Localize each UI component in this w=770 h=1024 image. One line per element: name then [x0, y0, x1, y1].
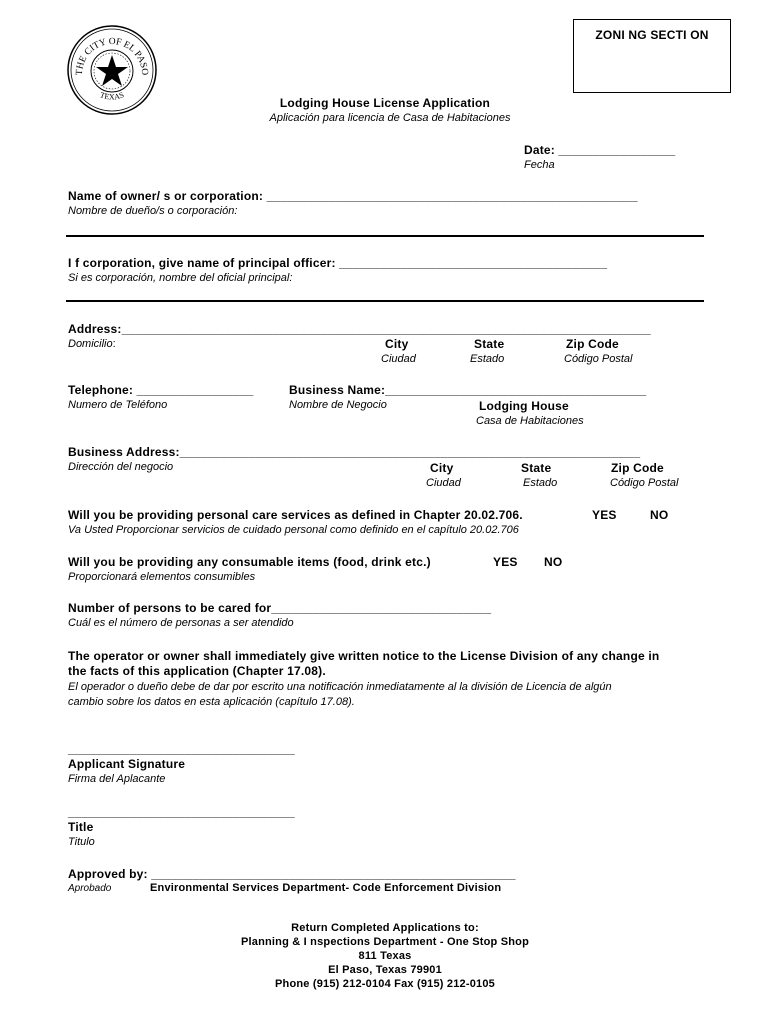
- business-zip-label: Zip Code: [611, 461, 664, 475]
- title-label: Title: [68, 820, 94, 834]
- business-city-label: City: [430, 461, 454, 475]
- title-line[interactable]: _________________________________: [68, 805, 295, 819]
- seal-text-bottom: TEXAS: [98, 90, 126, 102]
- approved-by-label-es: Aprobado: [68, 883, 112, 894]
- persons-cared-field[interactable]: Number of persons to be cared for________________________________: [68, 601, 492, 615]
- notice-line-2-es: cambio sobre los datos en esta aplicación (capítulo 17.08).: [68, 696, 355, 708]
- date-label-es: Fecha: [524, 159, 555, 171]
- signature-line[interactable]: _________________________________: [68, 742, 295, 756]
- personal-care-question-es: Va Usted Proporcionar servicios de cuidado personal como definido en el capítulo 20.02.706: [68, 524, 519, 536]
- business-zip-label-es: Código Postal: [610, 477, 679, 489]
- form-title-es: Aplicación para licencia de Casa de Habitaciones: [269, 112, 511, 124]
- consumables-question-es: Proporcionará elementos consumibles: [68, 571, 256, 583]
- personal-care-no-option[interactable]: NO: [650, 508, 669, 522]
- date-field[interactable]: Date: _________________: [524, 143, 676, 157]
- business-state-label: State: [521, 461, 552, 475]
- address-city-label: City: [385, 337, 409, 351]
- footer-line-1: Return Completed Applications to:: [291, 922, 479, 934]
- principal-officer-label-es: Si es corporación, nombre del oficial principal:: [68, 272, 293, 284]
- owner-name-label-es: Nombre de dueño/s o corporación:: [68, 205, 238, 217]
- footer-line-3: 811 Texas: [358, 950, 412, 962]
- principal-officer-field[interactable]: I f corporation, give name of principal officer: _______________________________________: [68, 256, 608, 270]
- consumables-no-option[interactable]: NO: [544, 555, 563, 569]
- address-state-label-es: Estado: [470, 353, 505, 365]
- consumables-question: Will you be providing any consumable items (food, drink etc.): [68, 555, 431, 569]
- address-state-label: State: [474, 337, 505, 351]
- approving-department: Environmental Services Department- Code Enforcement Division: [150, 882, 502, 894]
- notice-line-2: the facts of this application (Chapter 17.08).: [68, 664, 326, 678]
- personal-care-question: Will you be providing personal care services as defined in Chapter 20.02.706.: [68, 508, 523, 522]
- business-type-label: Lodging House: [479, 399, 569, 413]
- divider-2: [66, 300, 704, 302]
- zoning-section-label: ZONI NG SECTI ON: [595, 28, 709, 42]
- business-type-label-es: Casa de Habitaciones: [476, 415, 584, 427]
- city-seal-logo: [66, 24, 158, 116]
- footer-line-2: Planning & I nspections Department - One Stop Shop: [240, 936, 530, 948]
- title-label-es: Titulo: [68, 836, 95, 848]
- business-city-label-es: Ciudad: [426, 477, 461, 489]
- consumables-yes-option[interactable]: YES: [493, 555, 518, 569]
- signature-label: Applicant Signature: [68, 757, 186, 771]
- notice-line-1: The operator or owner shall immediately give written notice to the License Division of any change in: [68, 649, 660, 663]
- persons-cared-label-es: Cuál es el número de personas a ser atendido: [68, 617, 294, 629]
- business-address-field[interactable]: Business Address:___________________________________________________________________: [68, 445, 641, 459]
- telephone-field[interactable]: Telephone: _________________: [68, 383, 254, 397]
- business-name-field[interactable]: Business Name:______________________________________: [289, 383, 647, 397]
- form-title: Lodging House License Application: [279, 96, 491, 110]
- notice-line-1-es: El operador o dueño debe de dar por escrito una notificación inmediatamente al la división de Licencia de algún: [68, 681, 612, 693]
- business-state-label-es: Estado: [523, 477, 558, 489]
- address-label-es: Domicilio:: [68, 338, 116, 350]
- footer-line-4: El Paso, Texas 79901: [328, 964, 442, 976]
- approved-by-field[interactable]: Approved by: _____________________________________________________: [68, 867, 516, 881]
- telephone-label-es: Numero de Teléfono: [68, 399, 168, 411]
- personal-care-yes-option[interactable]: YES: [592, 508, 617, 522]
- address-city-label-es: Ciudad: [381, 353, 416, 365]
- divider-1: [66, 235, 704, 237]
- business-name-label-es: Nombre de Negocio: [289, 399, 387, 411]
- signature-label-es: Firma del Aplacante: [68, 773, 166, 785]
- owner-name-field[interactable]: Name of owner/ s or corporation: ______________________________________________________: [68, 189, 638, 203]
- address-zip-label-es: Código Postal: [564, 353, 633, 365]
- seal-text-top: THE CITY OF EL PASO: [74, 36, 150, 76]
- address-zip-label: Zip Code: [566, 337, 619, 351]
- business-address-label-es: Dirección del negocio: [68, 461, 174, 473]
- footer-line-5: Phone (915) 212-0104 Fax (915) 212-0105: [275, 978, 495, 990]
- address-field[interactable]: Address:_____________________________________________________________________________: [68, 322, 651, 336]
